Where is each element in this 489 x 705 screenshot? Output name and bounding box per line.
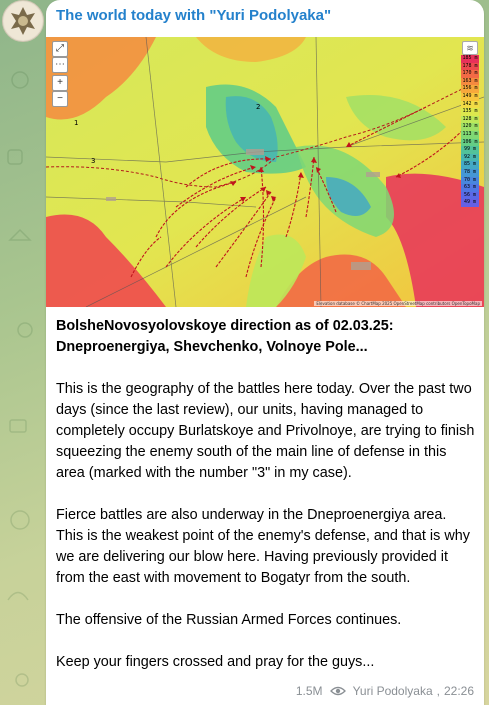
legend-cell: 49 m <box>461 199 479 207</box>
zoom-out-icon[interactable]: − <box>52 91 68 107</box>
legend-cell: 85 m <box>461 161 479 169</box>
legend-cell: 70 m <box>461 177 479 185</box>
legend-cell: 120 m <box>462 123 478 130</box>
map-label-3: 3 <box>91 157 96 165</box>
channel-name[interactable]: The world today with "Yuri Podolyaka" <box>56 7 332 24</box>
legend-cell: 178 m <box>462 62 478 69</box>
share-icon[interactable]: ⋯ <box>52 57 68 73</box>
post-paragraph: This is the geography of the battles here today. Over the past two days (since the last review), our units, having managed to completely occupy Burlatskoye and Privolnoye, are trying to finish squeezing the enemy south of the main line of defense in this area (marked with the number "3" in my case). <box>56 381 475 481</box>
legend-cell: 185 m <box>462 55 478 61</box>
post-text <box>56 316 476 673</box>
post-paragraph: The offensive of the Russian Armed Forces continues. <box>56 612 402 628</box>
legend-cell: 135 m <box>462 108 478 115</box>
legend-cell: 163 m <box>462 77 478 84</box>
topographic-map <box>46 37 484 307</box>
legend-cell: 142 m <box>462 100 478 107</box>
meta-separator: , <box>436 684 440 698</box>
map-label-1: 1 <box>74 119 79 127</box>
legend-cell: 56 m <box>461 192 479 200</box>
legend-cell: 149 m <box>462 92 478 99</box>
avatar-emblem-icon <box>3 1 43 41</box>
author-name: Yuri Podolyaka <box>352 684 433 698</box>
legend-cell: 128 m <box>462 115 478 122</box>
map-label-2: 2 <box>256 103 261 111</box>
elevation-legend <box>461 55 479 207</box>
view-count: 1.5M <box>295 684 323 698</box>
channel-avatar[interactable] <box>2 0 44 42</box>
message-meta <box>296 684 474 698</box>
map-attribution: Elevation database © ChartMap 2025 OpenStreetMap contributors OpenTopoMap <box>316 301 480 306</box>
legend-cell: 156 m <box>462 85 478 92</box>
legend-cell: 170 m <box>462 70 478 77</box>
post-headline: BolsheNovosyolovskoye direction as of 02.03.25: Dneproenergiya, Shevchenko, Volnoye Pole... <box>56 318 394 355</box>
post-paragraph: Keep your fingers crossed and pray for the guys... <box>56 654 375 670</box>
legend-cell: 63 m <box>461 184 479 192</box>
legend-cell: 106 m <box>462 138 478 145</box>
legend-cell: 113 m <box>462 130 478 137</box>
eye-icon <box>330 686 346 696</box>
zoom-in-icon[interactable]: + <box>52 75 68 91</box>
timestamp: 22:26 <box>443 684 474 698</box>
fullscreen-icon[interactable]: ⤢ <box>52 41 68 57</box>
map-image[interactable] <box>46 37 484 307</box>
legend-cell: 99 m <box>461 146 479 154</box>
legend-cell: 92 m <box>461 154 479 162</box>
post-paragraph: Fierce battles are also underway in the Dneproenergiya area. This is the weakest point of the enemy's defense, and that is why we are delivering our blow here. Having previously provided it from the east with movement to Bogatyr from the south. <box>56 507 470 586</box>
layers-icon[interactable]: ≋ <box>462 41 478 55</box>
legend-cell: 78 m <box>461 169 479 177</box>
message-bubble <box>46 0 484 705</box>
